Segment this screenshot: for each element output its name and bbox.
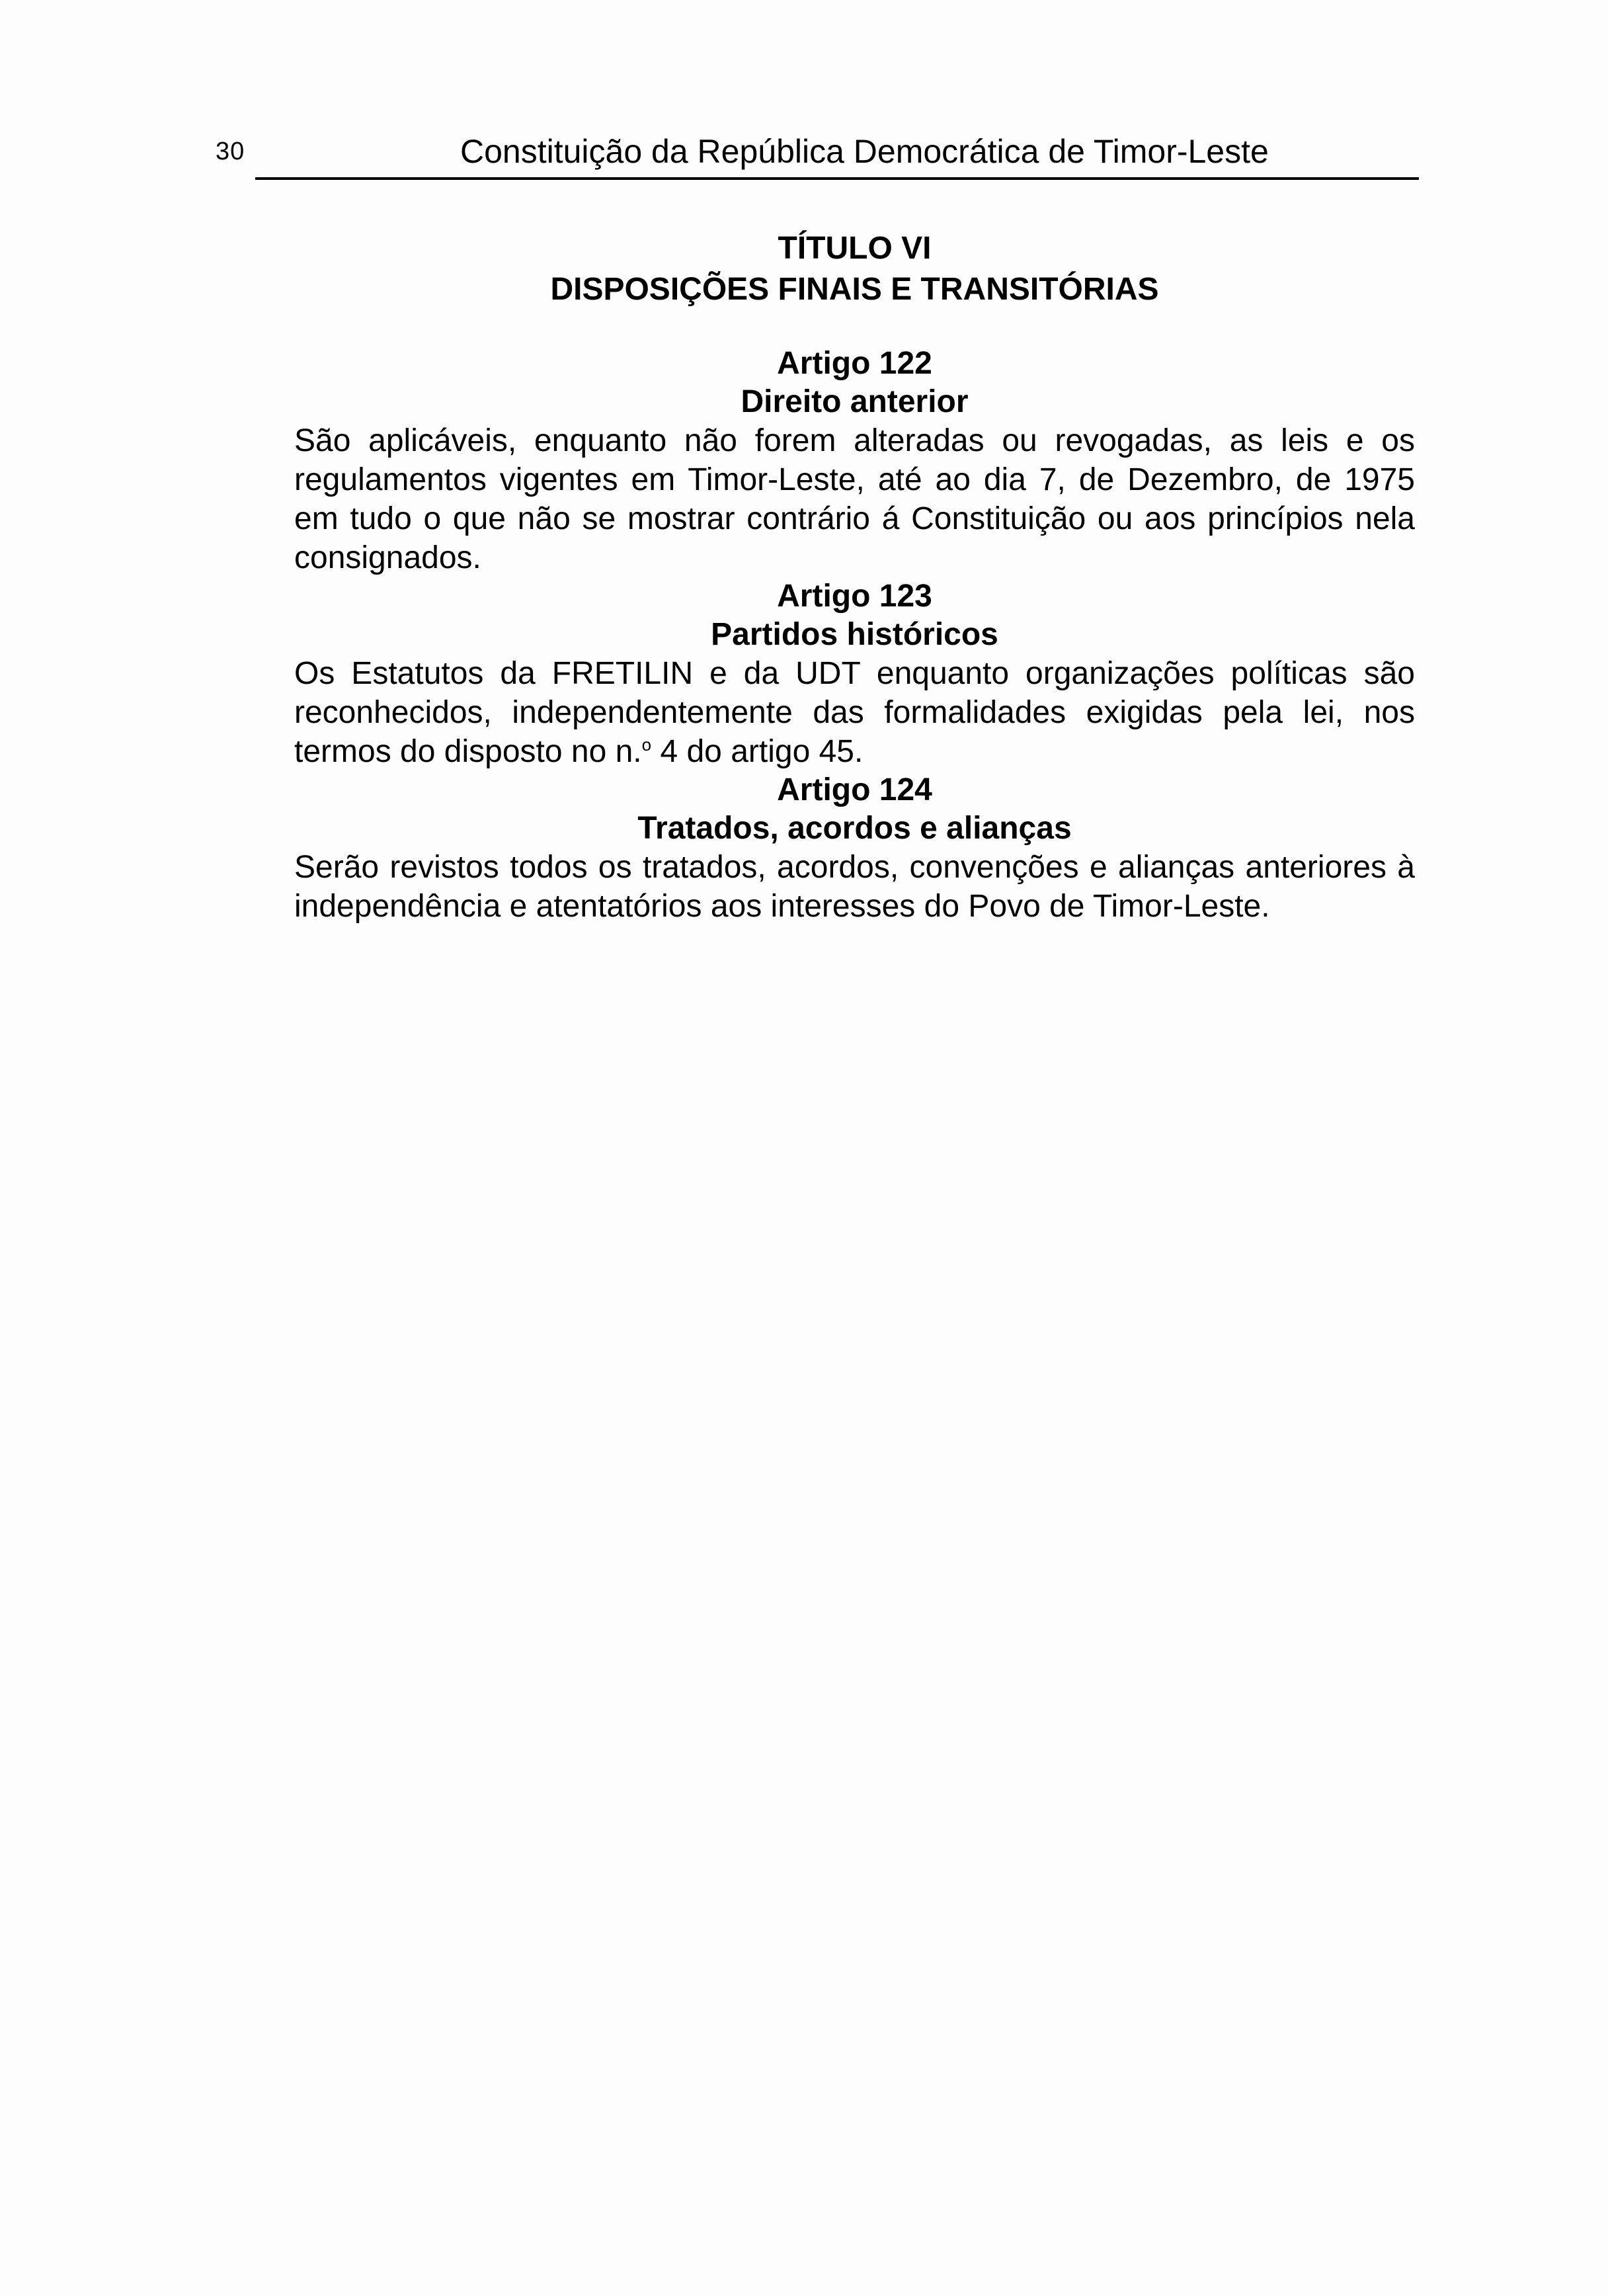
article-number: Artigo 123: [777, 579, 932, 614]
page-content: [294, 228, 1415, 926]
page-number: 30: [216, 138, 245, 165]
article-number: Artigo 124: [777, 772, 932, 807]
article-number: Artigo 122: [777, 346, 932, 381]
page-header: [216, 132, 1419, 180]
ordinal-indicator: o: [641, 735, 652, 755]
article-body-text: Os Estatutos da FRETILIN e da UDT enquanto organizações políticas são reconhecidos, independentemente das formalidades exigidas pela lei, nos termos do disposto no n.: [294, 656, 1415, 769]
article-heading: Partidos históricos: [711, 617, 998, 652]
title-name: DISPOSIÇÕES FINAIS E TRANSITÓRIAS: [550, 272, 1159, 307]
header-rule: [255, 177, 1419, 180]
article-122: [294, 345, 1415, 577]
article-123: [294, 577, 1415, 771]
article-heading: Tratados, acordos e alianças: [637, 811, 1072, 846]
article-body: São aplicáveis, enquanto não forem alteradas ou revogadas, as leis e os regulamentos vigentes em Timor-Leste, até ao dia 7, de Dezembro, de 1975 em tudo o que não se mostrar contrário á Constituição ou aos princípios nela consignados.: [294, 423, 1415, 575]
article-heading: Direito anterior: [741, 384, 969, 419]
article-body-text: 4 do artigo 45.: [651, 734, 864, 769]
running-title: Constituição da República Democrática de Timor-Leste: [460, 133, 1269, 170]
section-title: [294, 228, 1415, 310]
article-124: [294, 771, 1415, 926]
title-number: TÍTULO VI: [778, 231, 932, 266]
article-body: [294, 654, 1415, 771]
article-body: Serão revistos todos os tratados, acordos, convenções e alianças anteriores à independência e atentatórios aos interesses do Povo de Timor-Leste.: [294, 850, 1415, 924]
